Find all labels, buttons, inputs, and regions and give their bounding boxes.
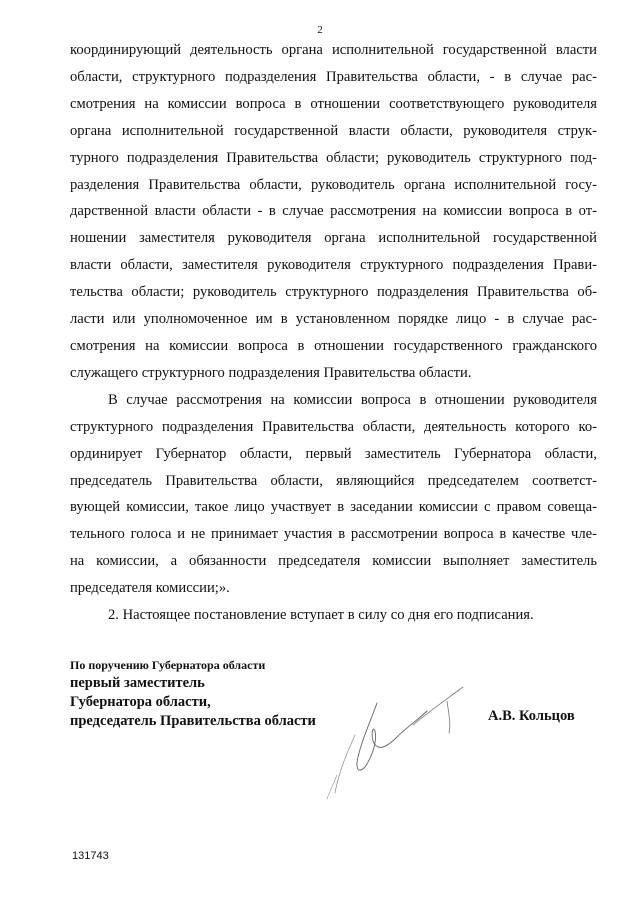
text-line: служащего структурного подразделения Правительства области. [70,364,472,381]
text-line: вующей комиссии, такое лицо участвует в заседании комиссии с правом совеща- [70,499,597,516]
position-line: первый заместитель [70,675,205,691]
text-line: тельства области; руководитель структурного подразделения Правительства об- [70,284,597,301]
text-line: смотрения на комиссии вопроса в отношении соответствующего руководителя [70,95,597,112]
text-line: координирующий деятельность органа исполнительной государственной власти [70,42,597,58]
text-line: области, структурного подразделения Правительства области, - в случае рас- [70,68,597,85]
text-line: разделения Правительства области, руководитель органа исполнительной госу- [70,176,597,193]
document-code: 131743 [72,850,109,862]
text-line: тельного голоса и не принимает участия в рассмотрении вопроса в качестве чле- [70,526,597,543]
text-line: председатель Правительства области, являющийся председателем соответст- [70,472,597,489]
text-line: на комиссии, а обязанности председателя комиссии выполняет заместитель [70,553,597,570]
document-body [70,37,597,629]
position-line: председатель Правительства области [70,713,316,729]
text-line: смотрения на комиссии вопроса в отношении государственного гражданского [70,337,597,354]
on-behalf-line: По поручению Губернатора области [70,658,266,672]
text-line: 2. Настоящее постановление вступает в силу со дня его подписания. [108,607,534,624]
text-line: ласти или уполномоченное им в установленном порядке лицо - в случае рас- [70,311,597,328]
signer-name: А.В. Кольцов [488,708,575,724]
text-line: органа исполнительной государственной власти области, руководителя струк- [70,122,597,139]
page-number: 2 [317,24,323,36]
signature-block [70,656,316,731]
text-line: власти области, заместителя руководителя структурного подразделения Прави- [70,257,597,274]
text-line: турного подразделения Правительства области; руководитель структурного под- [70,149,597,166]
text-line: структурного подразделения Правительства области, деятельность которого ко- [70,418,597,435]
text-line: ношении заместителя руководителя органа исполнительной государственной [70,230,597,247]
handwritten-signature [315,675,475,805]
text-line: дарственной власти области - в случае рассмотрения на комиссии вопроса в от- [70,203,597,220]
position-line: Губернатора области, [70,694,211,710]
text-line: председателя комиссии;». [70,580,230,597]
text-line: ординирует Губернатор области, первый заместитель Губернатора области, [70,445,597,462]
text-line: В случае рассмотрения на комиссии вопроса в отношении руководителя [108,391,597,408]
